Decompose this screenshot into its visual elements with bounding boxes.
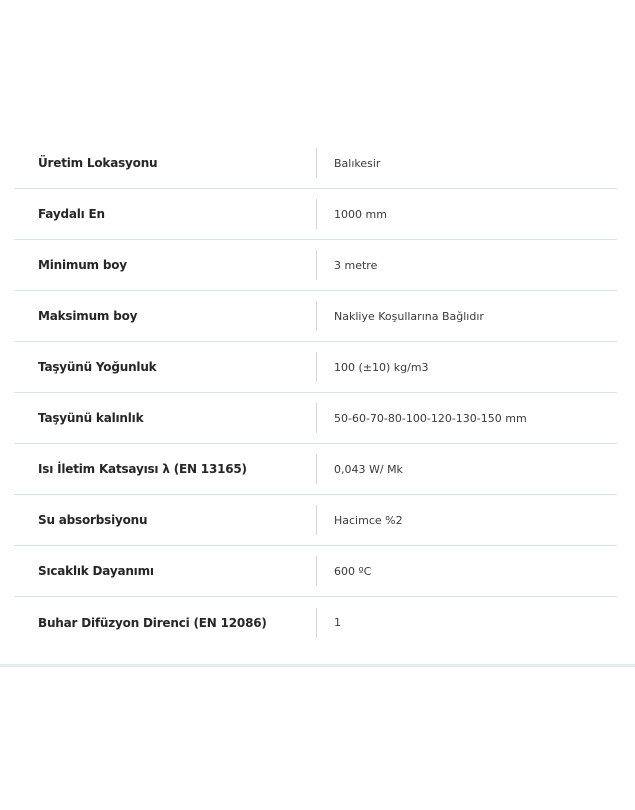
spec-value: Nakliye Koşullarına Bağlıdır	[334, 309, 484, 323]
spec-row-water-absorption	[14, 495, 617, 546]
spec-row-rockwool-thickness	[14, 393, 617, 444]
spec-value: 3 metre	[334, 258, 378, 272]
spec-label: Buhar Difüzyon Direnci (EN 12086)	[38, 615, 267, 630]
spec-row-vapor-diffusion-resistance	[14, 597, 617, 648]
spec-row-production-location	[14, 138, 617, 189]
spec-label: Üretim Lokasyonu	[38, 156, 158, 170]
spec-label: Sıcaklık Dayanımı	[38, 564, 154, 578]
spec-value: 1000 mm	[334, 207, 387, 221]
spec-value: 50-60-70-80-100-120-130-150 mm	[334, 411, 527, 425]
spec-value: Balıkesir	[334, 156, 381, 170]
spec-row-thermal-conductivity	[14, 444, 617, 495]
spec-value: 0,043 W/ Mk	[334, 462, 403, 476]
section-bottom-divider	[0, 664, 635, 667]
spec-value: 1	[334, 616, 341, 629]
spec-label: Minimum boy	[38, 258, 127, 272]
spec-label: Taşyünü Yoğunluk	[38, 360, 157, 374]
spec-row-rockwool-density	[14, 342, 617, 393]
spec-value: 100 (±10) kg/m3	[334, 360, 429, 374]
spec-label: Faydalı En	[38, 207, 105, 221]
spec-value: Hacimce %2	[334, 513, 403, 527]
spec-row-minimum-length	[14, 240, 617, 291]
spec-row-temperature-resistance	[14, 546, 617, 597]
spec-table	[14, 138, 617, 648]
spec-label: Taşyünü kalınlık	[38, 411, 144, 425]
spec-label: Isı İletim Katsayısı λ (EN 13165)	[38, 462, 247, 476]
spec-row-maximum-length	[14, 291, 617, 342]
spec-value: 600 ºC	[334, 564, 372, 578]
spec-label: Maksimum boy	[38, 309, 138, 323]
spec-label: Su absorbsiyonu	[38, 513, 148, 527]
spec-row-useful-width	[14, 189, 617, 240]
